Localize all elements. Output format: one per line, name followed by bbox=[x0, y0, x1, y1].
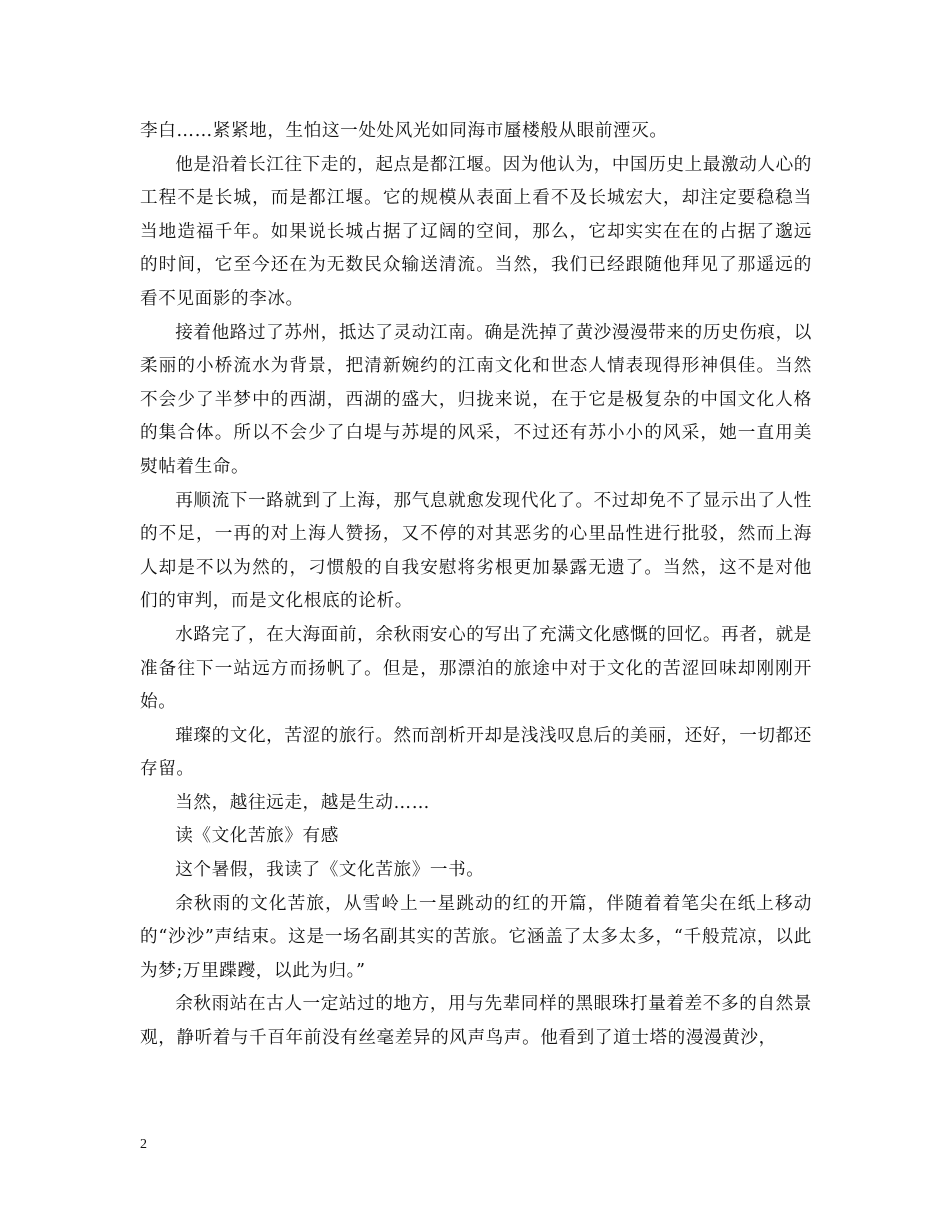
paragraph-culture: 璀璨的文化，苦涩的旅行。然而剖析开却是浅浅叹息后的美丽，还好，一切都还存留。 bbox=[140, 725, 812, 780]
paragraph-journey: 余秋雨的文化苦旅，从雪岭上一星跳动的红的开篇，伴随着着笔尖在纸上移动的“沙沙”声结束。这是一场名副其实的苦旅。它涵盖了太多太多，“千般荒凉，以此为梦;万里蹀躞，以此为归。” bbox=[140, 893, 812, 981]
paragraph-summer: 这个暑假，我读了《文化苦旅》一书。 bbox=[175, 860, 485, 881]
paragraph-dujiangyan: 他是沿着长江往下走的，起点是都江堰。因为他认为，中国历史上最激动人心的工程不是长城，而是都江堰。它的规模从表面上看不及长城宏大，却注定要稳稳当当地造福千年。如果说长城占据了辽阔的空间，那么，它却实实在在的占据了邈远的时间，它至今还在为无数民众输送清流。当然，我们已经跟随他拜见了那遥远的看不见面影的李冰。 bbox=[140, 154, 812, 309]
page-body bbox=[140, 115, 812, 1056]
page-number: 2 bbox=[140, 1137, 147, 1152]
paragraph-further: 当然，越往远走，越是生动…… bbox=[175, 792, 430, 813]
essay-title: 读《文化苦旅》有感 bbox=[175, 826, 339, 847]
paragraph-continued: 李白……紧紧地，生怕这一处处风光如同海市蜃楼般从眼前湮灭。 bbox=[140, 121, 668, 141]
paragraph-sea: 水路完了，在大海面前，余秋雨安心的写出了充满文化感慨的回忆。再者，就是准备往下一站远方而扬帆了。但是，那漂泊的旅途中对于文化的苦涩回味却刚刚开始。 bbox=[140, 624, 812, 713]
paragraph-ancients: 余秋雨站在古人一定站过的地方，用与先辈同样的黑眼珠打量着差不多的自然景观，静听着与千百年前没有丝毫差异的风声鸟声。他看到了道士塔的漫漫黄沙， bbox=[140, 994, 812, 1049]
paragraph-shanghai: 再顺流下一路就到了上海，那气息就愈发现代化了。不过却免不了显示出了人性的不足，一再的对上海人赞扬，又不停的对其恶劣的心里品性进行批驳，然而上海人却是不以为然的，刁惯般的自我安慰将劣根更加暴露无遗了。当然，这不是对他们的审判，而是文化根底的论析。 bbox=[140, 490, 812, 612]
paragraph-jiangnan: 接着他路过了苏州，抵达了灵动江南。确是洗掉了黄沙漫漫带来的历史伤痕，以柔丽的小桥流水为背景，把清新婉约的江南文化和世态人情表现得形神俱佳。当然不会少了半梦中的西湖，西湖的盛大，归拢来说，在于它是极复杂的中国文化人格的集合体。所以不会少了白堤与苏堤的风采，不过还有苏小小的风采，她一直用美熨帖着生命。 bbox=[140, 322, 812, 477]
